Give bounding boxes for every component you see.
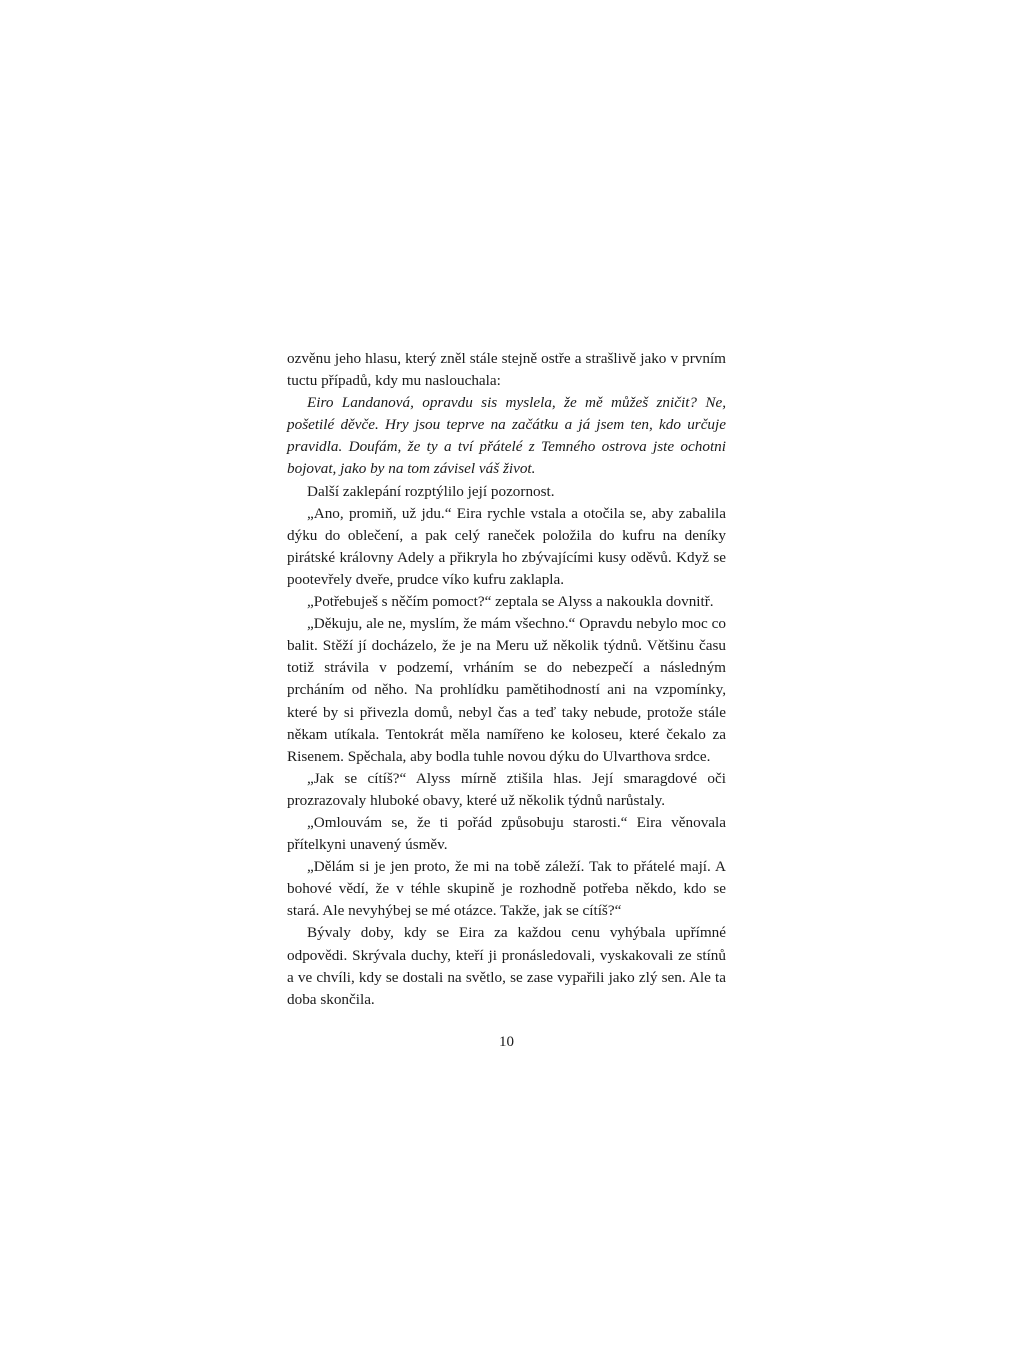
paragraph-8: „Omlouvám se, že ti pořád způsobuju starosti.“ Eira věnovala přítelkyni unavený úsměv. (287, 813, 726, 854)
paragraph-4: „Ano, promiň, už jdu.“ Eira rychle vstala a otočila se, aby zabalila dýku do oblečení, a pak celý raneček položila do kufru na deníky pirátské královny Adely a přikryla ho zbývajícími kusy oděvů. Když se pootevřely dveře, prudce víko kufru zaklapla. (287, 504, 726, 588)
page-number: 10 (499, 1034, 514, 1050)
body-text (287, 348, 726, 1011)
paragraph-3: Další zaklepání rozptýlilo její pozornost. (307, 482, 555, 500)
paragraph-1: ozvěnu jeho hlasu, který zněl stále stejně ostře a strašlivě jako v prvním tuctu případů, kdy mu naslouchala: (287, 350, 726, 390)
paragraph-10: Bývaly doby, kdy se Eira za každou cenu vyhýbala upřímné odpovědi. Skrývala duchy, kteří ji pronásledovali, vyskakovali ze stínů a ve chvíli, kdy se dostali na světlo, se zase vypařili jako zlý sen. Ale ta doba skončila. (287, 924, 726, 1008)
paragraph-5: „Potřebuješ s něčím pomoct?“ zeptala se Alyss a nakoukla dovnitř. (307, 593, 714, 611)
paragraph-7: „Jak se cítíš?“ Alyss mírně ztišila hlas. Její smaragdové oči prozrazovaly hluboké obavy, které už několik týdnů narůstaly. (287, 769, 726, 809)
paragraph-2-italic-quote: Eiro Landanová, opravdu sis myslela, že mě můžeš zničit? Ne, pošetilé děvče. Hry jsou teprve na začátku a já jsem ten, kdo určuje pravidla. Doufám, že ty a tví přátelé z Temného ostrova jste ochotni bojovat, jako by na tom závisel váš život. (287, 394, 726, 478)
paragraph-6: „Děkuju, ale ne, myslím, že mám všechno.“ Opravdu nebylo moc co balit. Stěží jí docházelo, že je na Meru už několik týdnů. Většinu času totiž strávila v podzemí, vrháním se do nebezpečí a následným prcháním od něho. Na prohlídku pamětihodností ani na vzpomínky, které by si přivezla domů, nebyl čas a teď taky nebude, protože stále někam utíkala. Tentokrát měla namířeno ke koloseu, které čekalo za Risenem. Spěchala, aby bodla tuhle novou dýku do Ulvarthova srdce. (287, 615, 726, 765)
paragraph-9: „Dělám si je jen proto, že mi na tobě záleží. Tak to přátelé mají. A bohové vědí, že v téhle skupině je rozhodně potřeba někdo, kdo se stará. Ale nevyhýbej se mé otázce. Takže, jak se cítíš?“ (287, 858, 726, 920)
